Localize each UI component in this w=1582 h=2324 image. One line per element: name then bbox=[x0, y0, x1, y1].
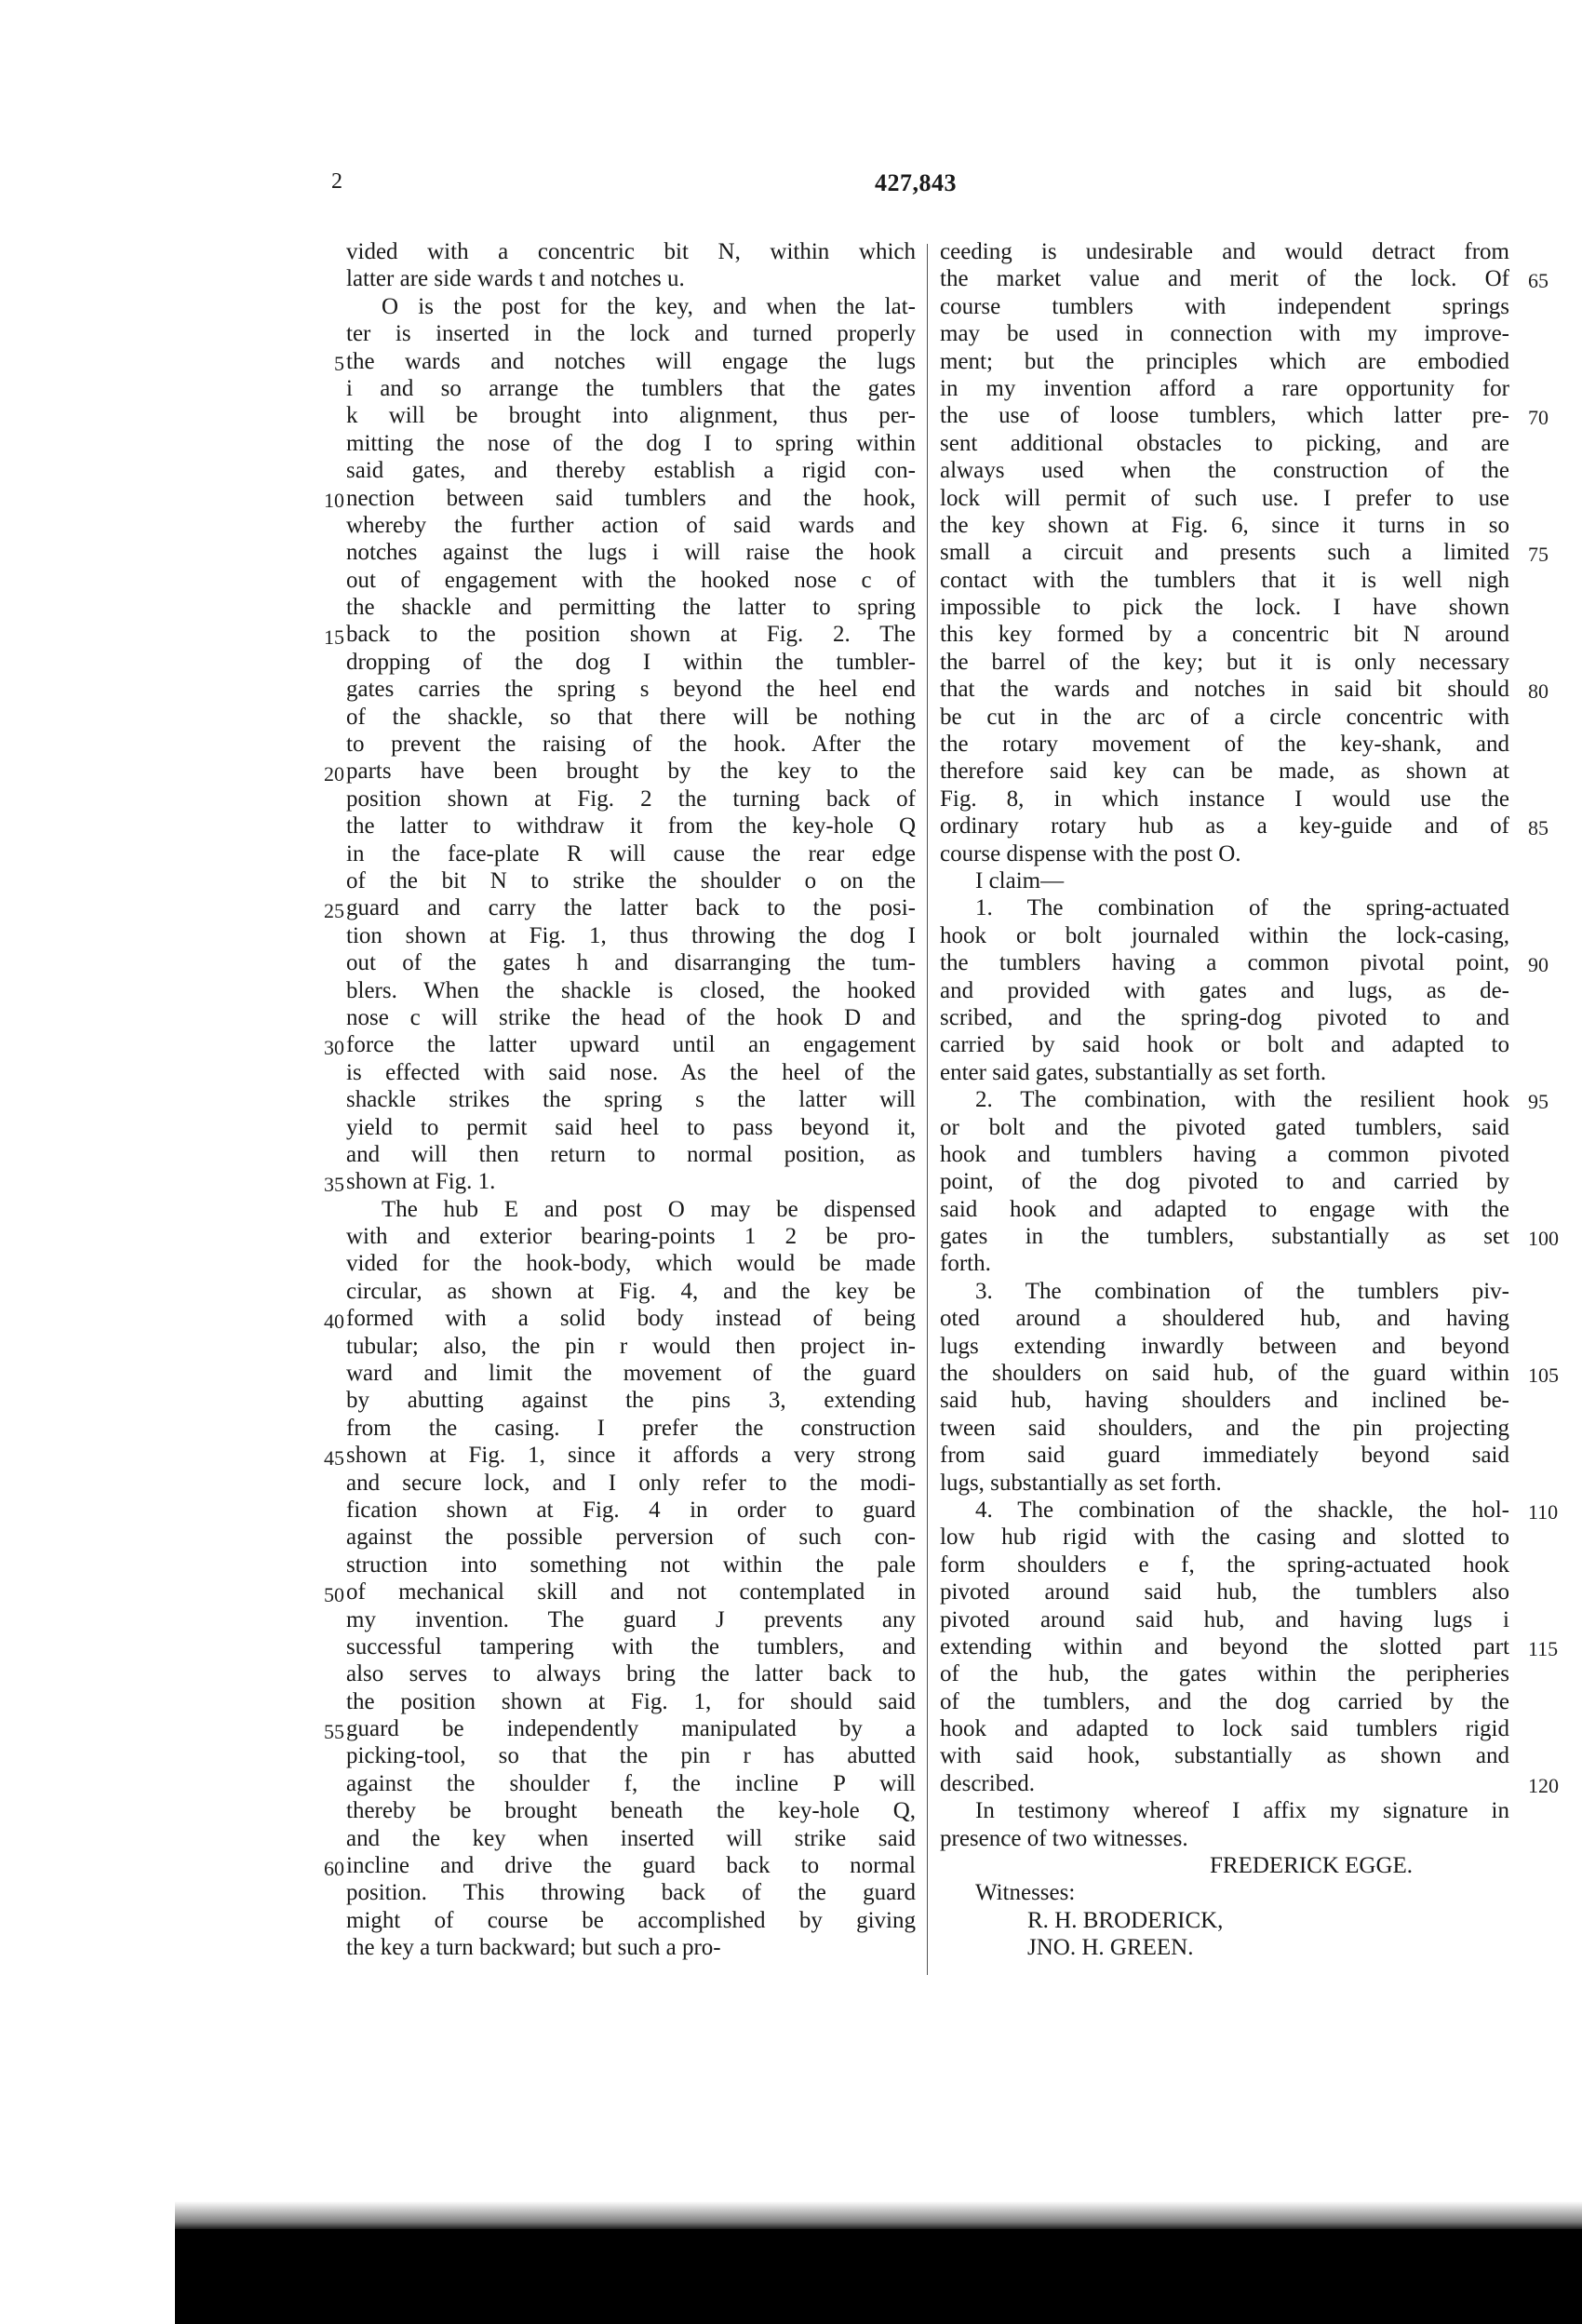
scan-edge-shadow bbox=[175, 2201, 1582, 2231]
line-number: 5 bbox=[334, 351, 344, 375]
text-line: formed with a solid body instead of being bbox=[346, 1306, 916, 1332]
text-line: and the key when inserted will strike said bbox=[346, 1825, 916, 1851]
text-line: out of the gates h and disarranging the tum- bbox=[346, 950, 916, 976]
line-number: 20 bbox=[324, 761, 344, 786]
text-line: low hub rigid with the casing and slotted to bbox=[940, 1525, 1509, 1551]
text-line: in the face-plate R will cause the rear edge bbox=[346, 840, 916, 866]
text-line: 1. The combination of the spring-actuated bbox=[975, 895, 1509, 921]
text-line: blers. When the shackle is closed, the hooked bbox=[346, 977, 916, 1003]
line-number: 95 bbox=[1528, 1090, 1548, 1114]
text-line: gates in the tumblers, substantially as set bbox=[940, 1224, 1509, 1250]
line-number: 45 bbox=[324, 1445, 344, 1470]
text-line: O is the post for the key, and when the lat- bbox=[382, 293, 916, 319]
text-line: the wards and notches will engage the lugs bbox=[346, 348, 916, 374]
text-line: be cut in the arc of a circle concentric with bbox=[940, 704, 1509, 730]
text-line: notches against the lugs i will raise the hook bbox=[346, 540, 916, 566]
text-line: the use of loose tumblers, which latter pre- bbox=[940, 403, 1509, 429]
text-line: said hub, having shoulders and inclined be- bbox=[940, 1388, 1509, 1414]
line-number: 70 bbox=[1528, 406, 1548, 430]
text-line: R. H. BRODERICK, bbox=[1027, 1907, 1224, 1933]
text-line: hook and adapted to lock said tumblers rigid bbox=[940, 1716, 1509, 1742]
text-line: the shackle and permitting the latter to spring bbox=[346, 595, 916, 621]
page-number: 2 bbox=[331, 169, 342, 194]
text-line: with said hook, substantially as shown and bbox=[940, 1743, 1509, 1769]
patent-number: 427,843 bbox=[875, 169, 957, 196]
text-line: nose c will strike the head of the hook D and bbox=[346, 1004, 916, 1030]
text-line: impossible to pick the lock. I have shown bbox=[940, 595, 1509, 621]
text-line: against the shoulder f, the incline P will bbox=[346, 1770, 916, 1796]
text-line: the market value and merit of the lock. Of bbox=[940, 266, 1509, 292]
text-line: successful tampering with the tumblers, and bbox=[346, 1633, 916, 1659]
text-line: back to the position shown at Fig. 2. The bbox=[346, 622, 916, 648]
text-line: sent additional obstacles to picking, and are bbox=[940, 430, 1509, 456]
line-number: 115 bbox=[1528, 1637, 1559, 1661]
text-line: this key formed by a concentric bit N around bbox=[940, 622, 1509, 648]
line-number: 105 bbox=[1528, 1364, 1559, 1388]
text-line: circular, as shown at Fig. 4, and the key be bbox=[346, 1278, 916, 1304]
text-line: struction into something not within the pale bbox=[346, 1552, 916, 1578]
text-line: oted around a shouldered hub, and having bbox=[940, 1306, 1509, 1332]
line-number: 40 bbox=[324, 1309, 344, 1333]
line-number: 75 bbox=[1528, 543, 1548, 567]
text-line: out of engagement with the hooked nose c of bbox=[346, 567, 916, 593]
text-line: shown at Fig. 1. bbox=[346, 1169, 496, 1195]
text-line: therefore said key can be made, as shown at bbox=[940, 759, 1509, 785]
text-line: extending within and beyond the slotted part bbox=[940, 1633, 1509, 1659]
text-line: 3. The combination of the tumblers piv- bbox=[975, 1278, 1509, 1304]
text-line: The hub E and post O may be dispensed bbox=[382, 1196, 916, 1222]
text-line: from the casing. I prefer the construction bbox=[346, 1415, 916, 1441]
text-line: pivoted around said hub, and having lugs i bbox=[940, 1606, 1509, 1632]
text-line: lock will permit of such use. I prefer to use bbox=[940, 485, 1509, 511]
text-line: Witnesses: bbox=[975, 1880, 1076, 1906]
text-line: scribed, and the spring-dog pivoted to and bbox=[940, 1004, 1509, 1030]
line-number: 10 bbox=[324, 488, 344, 512]
text-line: said hook and adapted to engage with the bbox=[940, 1196, 1509, 1222]
text-line: ment; but the principles which are embodied bbox=[940, 348, 1509, 374]
text-line: I claim— bbox=[975, 867, 1065, 893]
text-line: fication shown at Fig. 4 in order to guard bbox=[346, 1497, 916, 1523]
text-line: is effected with said nose. As the heel of the bbox=[346, 1059, 916, 1085]
text-line: shackle strikes the spring s the latter will bbox=[346, 1087, 916, 1113]
line-number: 110 bbox=[1528, 1500, 1559, 1525]
text-line: mitting the nose of the dog I to spring within bbox=[346, 430, 916, 456]
right-column bbox=[940, 238, 1509, 1962]
text-line: hook or bolt journaled within the lock-casing, bbox=[940, 922, 1509, 948]
text-line: the barrel of the key; but it is only necessary bbox=[940, 649, 1509, 675]
text-line: lugs, substantially as set forth. bbox=[940, 1470, 1222, 1496]
text-line: ter is inserted in the lock and turned properly bbox=[346, 321, 916, 347]
text-line: course tumblers with independent springs bbox=[940, 293, 1509, 319]
text-line: always used when the construction of the bbox=[940, 458, 1509, 484]
text-line: and will then return to normal position, as bbox=[346, 1141, 916, 1167]
text-line: Fig. 8, in which instance I would use the bbox=[940, 786, 1509, 812]
text-line: small a circuit and presents such a limited bbox=[940, 540, 1509, 566]
text-line: to prevent the raising of the hook. After the bbox=[346, 732, 916, 758]
text-line: shown at Fig. 1, since it affords a very strong bbox=[346, 1443, 916, 1469]
text-line: latter are side wards t and notches u. bbox=[346, 266, 685, 292]
text-line: parts have been brought by the key to the bbox=[346, 759, 916, 785]
text-line: position. This throwing back of the guard bbox=[346, 1880, 916, 1906]
line-number: 100 bbox=[1528, 1227, 1559, 1251]
text-line: vided with a concentric bit N, within which bbox=[346, 239, 916, 264]
line-number: 120 bbox=[1528, 1774, 1559, 1798]
text-line: the tumblers having a common pivotal point, bbox=[940, 950, 1509, 976]
text-line: of mechanical skill and not contemplated in bbox=[346, 1579, 916, 1605]
text-line: in my invention afford a rare opportunity for bbox=[940, 375, 1509, 401]
column-divider bbox=[927, 244, 928, 1975]
line-number: 85 bbox=[1528, 816, 1548, 840]
text-line: force the latter upward until an engagement bbox=[346, 1032, 916, 1058]
line-number: 65 bbox=[1528, 269, 1548, 293]
text-line: may be used in connection with my improve- bbox=[940, 321, 1509, 347]
text-line: or bolt and the pivoted gated tumblers, said bbox=[940, 1114, 1509, 1140]
text-line: and provided with gates and lugs, as de- bbox=[940, 977, 1509, 1003]
text-line: pivoted around said hub, the tumblers also bbox=[940, 1579, 1509, 1605]
text-line: tubular; also, the pin r would then project in- bbox=[346, 1333, 916, 1359]
line-number: 90 bbox=[1528, 953, 1548, 977]
text-line: the key a turn backward; but such a pro- bbox=[346, 1935, 721, 1961]
text-line: carried by said hook or bolt and adapted to bbox=[940, 1032, 1509, 1058]
text-line: ordinary rotary hub as a key-guide and of bbox=[940, 813, 1509, 840]
text-line: course dispense with the post O. bbox=[940, 840, 1241, 866]
text-line: with and exterior bearing-points 1 2 be pro- bbox=[346, 1224, 916, 1250]
text-line: ceeding is undesirable and would detract from bbox=[940, 239, 1509, 264]
text-line: 4. The combination of the shackle, the hol- bbox=[975, 1497, 1509, 1523]
line-number: 80 bbox=[1528, 679, 1548, 704]
text-line: tion shown at Fig. 1, thus throwing the dog I bbox=[346, 922, 916, 948]
text-line: point, of the dog pivoted to and carried by bbox=[940, 1169, 1509, 1195]
text-line: of the tumblers, and the dog carried by the bbox=[940, 1688, 1509, 1714]
text-line: i and so arrange the tumblers that the gates bbox=[346, 375, 916, 401]
text-line: might of course be accomplished by giving bbox=[346, 1907, 916, 1933]
text-line: from said guard immediately beyond said bbox=[940, 1443, 1509, 1469]
text-line: vided for the hook-body, which would be made bbox=[346, 1251, 916, 1277]
text-line: my invention. The guard J prevents any bbox=[346, 1606, 916, 1632]
text-line: thereby be brought beneath the key-hole Q, bbox=[346, 1798, 916, 1824]
text-line: that the wards and notches in said bit should bbox=[940, 677, 1509, 703]
text-line: tween said shoulders, and the pin projecting bbox=[940, 1415, 1509, 1441]
text-line: the rotary movement of the key-shank, and bbox=[940, 732, 1509, 758]
text-line: by abutting against the pins 3, extending bbox=[346, 1388, 916, 1414]
text-line: FREDERICK EGGE. bbox=[1210, 1853, 1414, 1879]
text-line: position shown at Fig. 2 the turning back of bbox=[346, 786, 916, 812]
line-number: 55 bbox=[324, 1719, 344, 1743]
text-line: contact with the tumblers that it is well nigh bbox=[940, 567, 1509, 593]
text-line: said gates, and thereby establish a rigid con- bbox=[346, 458, 916, 484]
text-line: In testimony whereof I affix my signature in bbox=[975, 1798, 1509, 1824]
text-line: incline and drive the guard back to normal bbox=[346, 1853, 916, 1879]
text-line: and secure lock, and I only refer to the modi- bbox=[346, 1470, 916, 1496]
text-line: 2. The combination, with the resilient hook bbox=[975, 1087, 1509, 1113]
text-line: k will be brought into alignment, thus per- bbox=[346, 403, 916, 429]
text-line: of the shackle, so that there will be nothing bbox=[346, 704, 916, 730]
text-line: nection between said tumblers and the hook, bbox=[346, 485, 916, 511]
text-line: enter said gates, substantially as set forth. bbox=[940, 1059, 1327, 1085]
text-line: ward and limit the movement of the guard bbox=[346, 1361, 916, 1387]
text-line: yield to permit said heel to pass beyond it, bbox=[346, 1114, 916, 1140]
line-number: 60 bbox=[324, 1856, 344, 1880]
text-line: whereby the further action of said wards and bbox=[346, 512, 916, 538]
text-line: the key shown at Fig. 6, since it turns in so bbox=[940, 512, 1509, 538]
text-line: hook and tumblers having a common pivoted bbox=[940, 1141, 1509, 1167]
scan-black-bar bbox=[175, 2229, 1582, 2324]
text-line: guard and carry the latter back to the posi- bbox=[346, 895, 916, 921]
text-line: JNO. H. GREEN. bbox=[1027, 1935, 1194, 1961]
left-column bbox=[346, 238, 916, 1962]
line-number: 15 bbox=[324, 625, 344, 649]
text-line: against the possible perversion of such con- bbox=[346, 1525, 916, 1551]
text-line: guard be independently manipulated by a bbox=[346, 1716, 916, 1742]
text-line: forth. bbox=[940, 1251, 991, 1277]
line-number: 50 bbox=[324, 1582, 344, 1606]
text-line: picking-tool, so that the pin r has abutted bbox=[346, 1743, 916, 1769]
text-line: of the hub, the gates within the peripheries bbox=[940, 1661, 1509, 1687]
text-line: of the bit N to strike the shoulder o on the bbox=[346, 867, 916, 893]
text-line: the latter to withdraw it from the key-hole Q bbox=[346, 813, 916, 840]
line-number: 30 bbox=[324, 1035, 344, 1059]
text-line: dropping of the dog I within the tumbler- bbox=[346, 649, 916, 675]
text-line: gates carries the spring s beyond the heel end bbox=[346, 677, 916, 703]
text-line: presence of two witnesses. bbox=[940, 1825, 1188, 1851]
text-line: also serves to always bring the latter back to bbox=[346, 1661, 916, 1687]
line-number: 25 bbox=[324, 898, 344, 922]
text-line: lugs extending inwardly between and beyond bbox=[940, 1333, 1509, 1359]
text-line: described. bbox=[940, 1770, 1036, 1796]
text-line: the position shown at Fig. 1, for should said bbox=[346, 1688, 916, 1714]
line-number: 35 bbox=[324, 1172, 344, 1196]
text-line: form shoulders e f, the spring-actuated hook bbox=[940, 1552, 1509, 1578]
text-line: the shoulders on said hub, of the guard within bbox=[940, 1361, 1509, 1387]
